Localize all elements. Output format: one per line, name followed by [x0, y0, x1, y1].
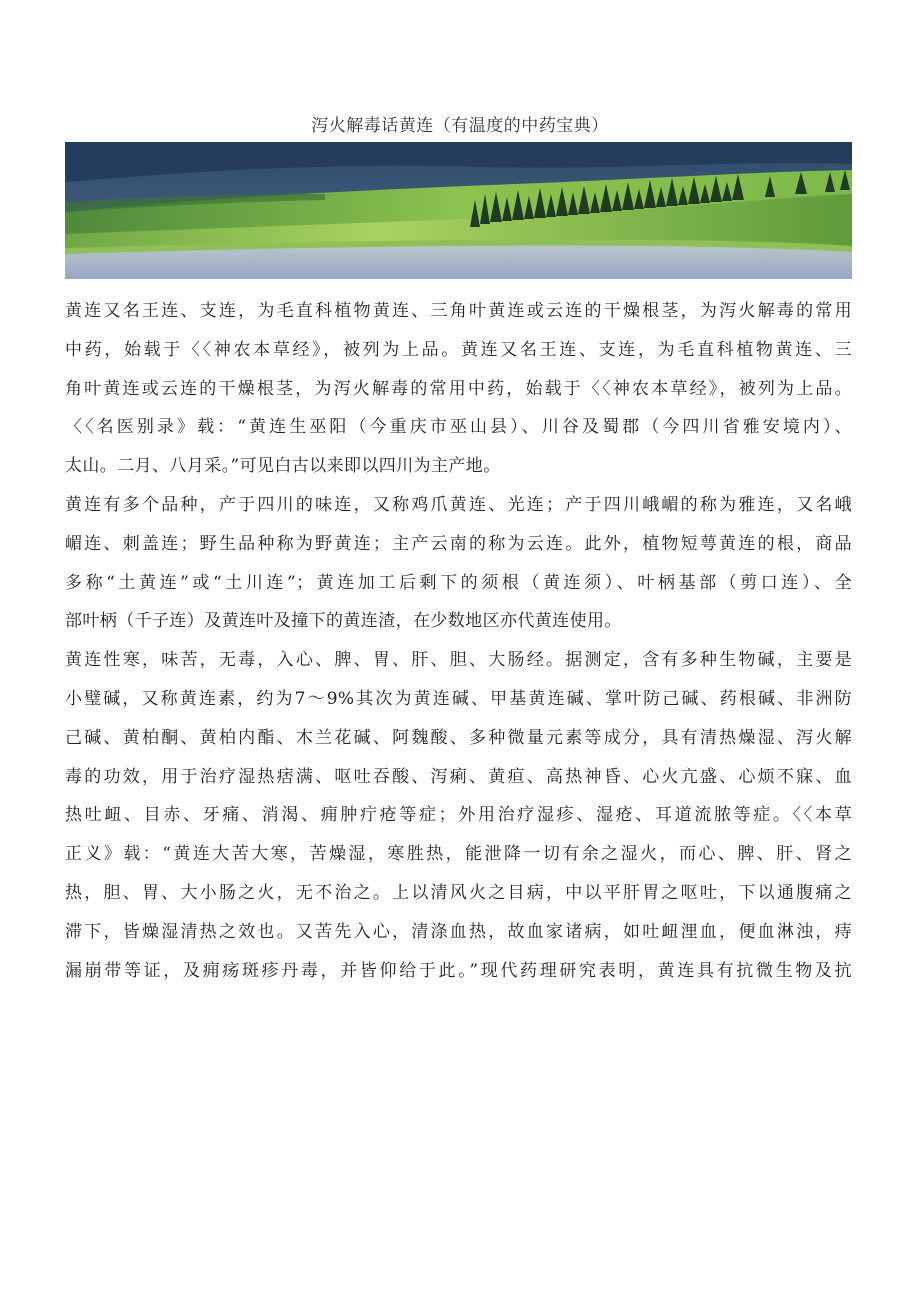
banner-image [65, 142, 852, 279]
document-title: 泻火解毒话黄连（有温度的中药宝典） [311, 116, 609, 136]
grassland-landscape-photo [65, 142, 852, 279]
text-line: 黄连有多个品种，产于四川的味连，又称鸡爪黄连、光连；产于四川峨嵋的称为雅连，又名峨 [65, 494, 852, 515]
text-line: 多称“土黄连”或“土川连”；黄连加工后剩下的须根（黄连须）、叶柄基部（剪口连）、全 [65, 572, 852, 593]
text-line: 黄连又名王连、支连，为毛直科植物黄连、三角叶黄连或云连的干燥根茎，为泻火解毒的常用 [65, 301, 852, 321]
text-line: 部叶柄（千子连）及黄连叶及撞下的黄连渣，在少数地区亦代黄连使用。 [65, 611, 622, 632]
text-line: 〈〈名医别录》载：“黄连生巫阳（今重庆市巫山县）、川谷及蜀郡（今四川省雅安境内）、 [65, 417, 852, 438]
text-line: 角叶黄连或云连的干燥根茎，为泻火解毒的常用中药，始载于〈〈神农本草经》，被列为上品。 [65, 378, 852, 399]
paragraph-3 [65, 641, 852, 990]
text-line: 己碱、黄柏酮、黄柏内酯、木兰花碱、阿魏酸、多种微量元素等成分，具有清热燥湿、泻火解 [65, 727, 852, 748]
text-line: 中药，始载于〈〈神农本草经》，被列为上品。黄连又名王连、支连，为毛直科植物黄连、三 [65, 339, 852, 360]
text-line: 太山。二月、八月采。”可见白古以来即以四川为主产地。 [65, 456, 501, 477]
text-line: 毒的功效，用于治疗湿热痞满、呕吐吞酸、泻痢、黄疸、高热神昏、心火亢盛、心烦不寐、血 [65, 766, 852, 787]
text-line: 热吐衄、目赤、牙痛、消渴、痈肿疔疮等症；外用治疗湿疹、湿疮、耳道流脓等症。〈〈本草 [65, 805, 852, 826]
paragraph-2 [65, 486, 852, 641]
text-line: 滞下，皆燥湿清热之效也。又苦先入心，清涤血热，故血家诸病，如吐衄浬血，便血淋浊，痔 [65, 921, 852, 942]
text-line: 正义》载：“黄连大苦大寒，苦燥湿，寒胜热，能泄降一切有余之湿火，而心、脾、肝、肾之 [65, 844, 852, 865]
text-line: 热，胆、胃、大小肠之火，无不治之。上以清风火之目病，中以平肝胃之呕吐，下以通腹痛之 [65, 882, 852, 903]
text-line: 小璧碱，又称黄连素，约为7～9%其次为黄连碱、甲基黄连碱、掌叶防己碱、药根碱、非洲防 [65, 688, 852, 709]
article-body [65, 292, 852, 990]
text-line: 漏崩带等证，及痈疡斑疹丹毒，并皆仰给于此。”现代药理研究表明，黄连具有抗微生物及抗 [65, 960, 852, 981]
paragraph-1 [65, 292, 852, 486]
text-line: 黄连性寒，味苦，无毒，入心、脾、胃、肝、胆、大肠经。据测定，含有多种生物碱，主要是 [65, 650, 852, 671]
text-line: 嵋连、刺盖连；野生品种称为野黄连；主产云南的称为云连。此外，植物短萼黄连的根，商品 [65, 533, 852, 554]
